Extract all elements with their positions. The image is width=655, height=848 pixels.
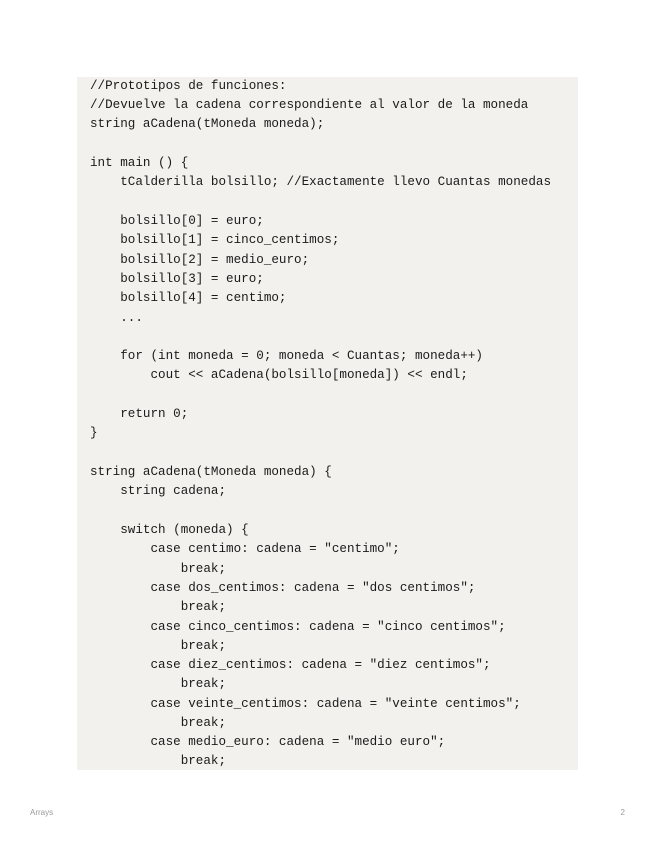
code-line: case diez_centimos: cadena = "diez centimos"; bbox=[90, 658, 491, 672]
code-line: int main () { bbox=[90, 156, 189, 170]
code-line: bolsillo[0] = euro; bbox=[90, 214, 264, 228]
code-line: case medio_euro: cadena = "medio euro"; bbox=[90, 735, 446, 749]
code-line: case cinco_centimos: cadena = "cinco centimos"; bbox=[90, 620, 506, 634]
code-line: tCalderilla bolsillo; //Exactamente llevo Cuantas monedas bbox=[90, 175, 552, 189]
code-block bbox=[77, 77, 578, 770]
code-line: ... bbox=[90, 311, 143, 325]
code-line: case veinte_centimos: cadena = "veinte centimos"; bbox=[90, 697, 521, 711]
code-line: break; bbox=[90, 754, 227, 768]
code-line: //Prototipos de funciones: bbox=[90, 79, 287, 93]
code-line: switch (moneda) { bbox=[90, 523, 249, 537]
code-line: bolsillo[4] = centimo; bbox=[90, 291, 287, 305]
code-line: bolsillo[2] = medio_euro; bbox=[90, 253, 310, 267]
code-line: break; bbox=[90, 677, 227, 691]
code-line: string aCadena(tMoneda moneda) { bbox=[90, 465, 332, 479]
code-line: //Devuelve la cadena correspondiente al valor de la moneda bbox=[90, 98, 529, 112]
footer-section-title: Arrays bbox=[30, 808, 54, 817]
code-line: break; bbox=[90, 639, 227, 653]
code-line: bolsillo[3] = euro; bbox=[90, 272, 264, 286]
code-line: case centimo: cadena = "centimo"; bbox=[90, 542, 400, 556]
code-line: break; bbox=[90, 562, 227, 576]
code-line: case dos_centimos: cadena = "dos centimos"; bbox=[90, 581, 476, 595]
code-line: bolsillo[1] = cinco_centimos; bbox=[90, 233, 340, 247]
code-line: } bbox=[90, 426, 98, 440]
code-line: return 0; bbox=[90, 407, 189, 421]
code-line: for (int moneda = 0; moneda < Cuantas; moneda++) bbox=[90, 349, 483, 363]
code-line: string aCadena(tMoneda moneda); bbox=[90, 117, 325, 131]
code-line: cout << aCadena(bolsillo[moneda]) << endl; bbox=[90, 368, 468, 382]
code-line: break; bbox=[90, 600, 227, 614]
code-line: string cadena; bbox=[90, 484, 227, 498]
footer-page-number: 2 bbox=[620, 808, 625, 817]
code-line: break; bbox=[90, 716, 227, 730]
